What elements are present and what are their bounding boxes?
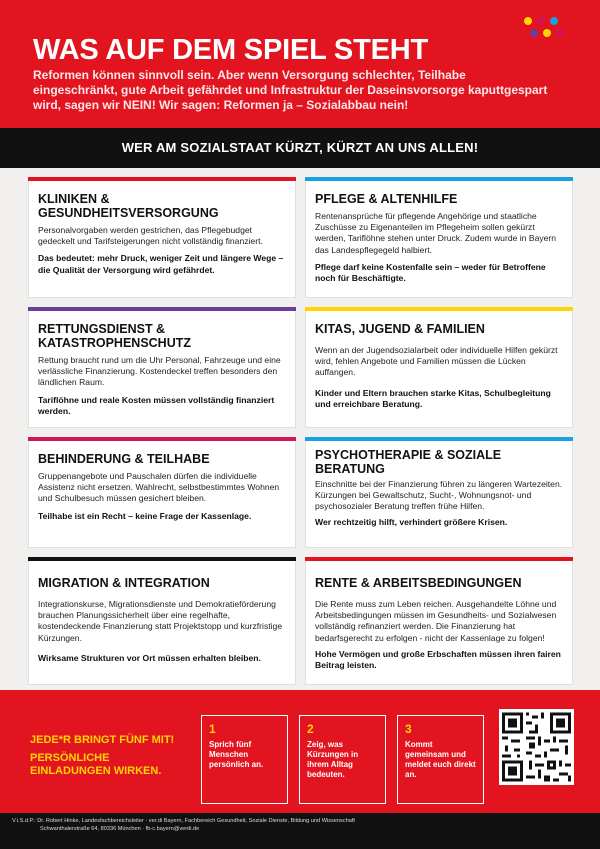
card-title: RETTUNGSDIENST & KATASTROPHENSCHUTZ bbox=[38, 322, 192, 350]
step-number: 2 bbox=[307, 722, 314, 736]
card-color-bar bbox=[305, 177, 573, 181]
qr-code[interactable] bbox=[499, 709, 574, 785]
card-body: Rentenansprüche für pflegende Angehörige und staatliche Zuschüsse zu Eigenanteilen im Pflegeheim sollen gekürzt werden, Tariflöhne stehen unter Druck. Zudem wurde in Bayern das Landespflegegeld halbiert. bbox=[315, 211, 557, 255]
card-body: Integrationskurse, Migrationsdienste und Demokratieförderung brauchen Planungssicherheit über eine regelhafte, kostendeckende Finanzierung statt Projektstopp und kurzfristige Kürzungen. bbox=[38, 599, 283, 643]
card-kitas bbox=[305, 307, 573, 428]
card-title: KLINIKEN & GESUNDHEITSVERSORGUNG bbox=[38, 192, 219, 220]
card-conclusion: Tariflöhne und reale Kosten müssen vollständig finanziert werden. bbox=[38, 394, 275, 416]
step-1-box bbox=[201, 715, 288, 804]
imprint-line-2: Schwanthalerstraße 64, 80336 München · fb-c.bayern@verdi.de bbox=[40, 826, 200, 832]
card-body: Personalvorgaben werden gestrichen, das Pflegebudget gedeckelt und Tarifsteigerungen nicht vollständig finanziert. bbox=[38, 225, 263, 247]
card-conclusion: Das bedeutet: mehr Druck, weniger Zeit und längere Wege – die Qualität der Versorgung wird gefährdet. bbox=[38, 253, 284, 275]
step-number: 1 bbox=[209, 722, 216, 736]
step-3-box bbox=[397, 715, 484, 804]
card-body: Rettung braucht rund um die Uhr Personal, Fahrzeuge und eine verlässliche Finanzierung. Kostendeckel treffen besonders den ländlichen Raum. bbox=[38, 355, 281, 388]
header bbox=[0, 0, 600, 128]
card-title: KITAS, JUGEND & FAMILIEN bbox=[315, 322, 485, 336]
imprint bbox=[0, 813, 600, 849]
card-conclusion: Teilhabe ist ein Recht – keine Frage der Kassenlage. bbox=[38, 510, 252, 521]
card-color-bar bbox=[305, 307, 573, 311]
intro-text: Reformen können sinnvoll sein. Aber wenn Versorgung schlechter, Teilhabe eingeschränkt, gute Arbeit gefährdet und Infrastruktur der Daseinsvorsorge kaputtgespart wird, sagen wir NEIN! Wir sagen: Reformen ja – Sozialabbau nein! bbox=[33, 68, 548, 112]
card-title: RENTE & ARBEITSBEDINGUNGEN bbox=[315, 576, 522, 590]
card-conclusion: Wirksame Strukturen vor Ort müssen erhalten bleiben. bbox=[38, 652, 261, 663]
card-conclusion: Kinder und Eltern brauchen starke Kitas, Schulbegleitung und erreichbare Beratung. bbox=[315, 387, 551, 409]
card-rettungsdienst bbox=[28, 307, 296, 428]
imprint-line-1: V.i.S.d.P.: Dr. Robert Hinke, Landesfachbereichsleiter · ver.di Bayern, Fachbereich Gesundheit, Soziale Dienste, Bildung und Wissenschaft bbox=[12, 818, 355, 824]
card-behinderung bbox=[28, 437, 296, 548]
card-conclusion: Wer rechtzeitig hilft, verhindert größere Krisen. bbox=[315, 516, 508, 527]
step-text: Kommt gemeinsam und meldet euch direkt an. bbox=[405, 740, 476, 779]
slogan-banner: WER AM SOZIALSTAAT KÜRZT, KÜRZT AN UNS ALLEN! bbox=[0, 128, 600, 168]
card-title: BEHINDERUNG & TEILHABE bbox=[38, 452, 210, 466]
card-title: MIGRATION & INTEGRATION bbox=[38, 576, 210, 590]
card-title: PFLEGE & ALTENHILFE bbox=[315, 192, 458, 206]
step-number: 3 bbox=[405, 722, 412, 736]
card-pflege bbox=[305, 177, 573, 298]
card-rente bbox=[305, 557, 573, 685]
page-title: WAS AUF DEM SPIEL STEHT bbox=[33, 34, 428, 66]
qr-code-graphic bbox=[499, 709, 574, 785]
card-kliniken bbox=[28, 177, 296, 298]
card-color-bar bbox=[28, 557, 296, 561]
cta-subline: PERSÖNLICHE EINLADUNGEN WIRKEN. bbox=[30, 752, 162, 777]
step-text: Sprich fünf Menschen persönlich an. bbox=[209, 740, 264, 769]
card-body: Die Rente muss zum Leben reichen. Ausgehandelte Löhne und Arbeitsbedingungen müssen im Gesundheits- und Sozialwesen vollständig refinanziert werden. Die Finanzierung hat bedarfsgerecht zu erfolgen - nicht der Kassenlage zu folgen! bbox=[315, 599, 557, 643]
brand-dots-logo bbox=[524, 17, 572, 49]
card-color-bar bbox=[305, 437, 573, 441]
card-body: Einschnitte bei der Finanzierung führen zu längeren Wartezeiten. Kürzungen bei Gewaltschutz, Sucht-, Wohnungsnot- und psychosozialer Beratung treffen frühe Hilfen. bbox=[315, 479, 563, 512]
card-title: PSYCHOTHERAPIE & SOZIALE BERATUNG bbox=[315, 448, 502, 476]
step-text: Zeig, was Kürzungen in ihrem Alltag bedeuten. bbox=[307, 740, 359, 779]
card-color-bar bbox=[305, 557, 573, 561]
card-psychotherapie bbox=[305, 437, 573, 548]
card-body: Wenn an der Jugendsozialarbeit oder individuelle Hilfen gekürzt wird, fehlen Angebote und Familien müssen die Lücken auffangen. bbox=[315, 345, 558, 378]
card-conclusion: Hohe Vermögen und große Erbschaften müssen ihren fairen Beitrag leisten. bbox=[315, 648, 561, 671]
step-2-box bbox=[299, 715, 386, 804]
card-conclusion: Pflege darf keine Kostenfalle sein – weder für Betroffene noch für Beschäftigte. bbox=[315, 261, 546, 284]
cta-headline: JEDE*R BRINGT FÜNF MIT! bbox=[30, 734, 175, 746]
card-body: Gruppenangebote und Pauschalen dürfen die individuelle Assistenz nicht ersetzen. Wahlrecht, selbstbestimmtes Wohnen und Schulbesuch müssen gesichert bleiben. bbox=[38, 471, 280, 504]
card-color-bar bbox=[28, 307, 296, 311]
card-color-bar bbox=[28, 437, 296, 441]
card-migration bbox=[28, 557, 296, 685]
card-color-bar bbox=[28, 177, 296, 181]
